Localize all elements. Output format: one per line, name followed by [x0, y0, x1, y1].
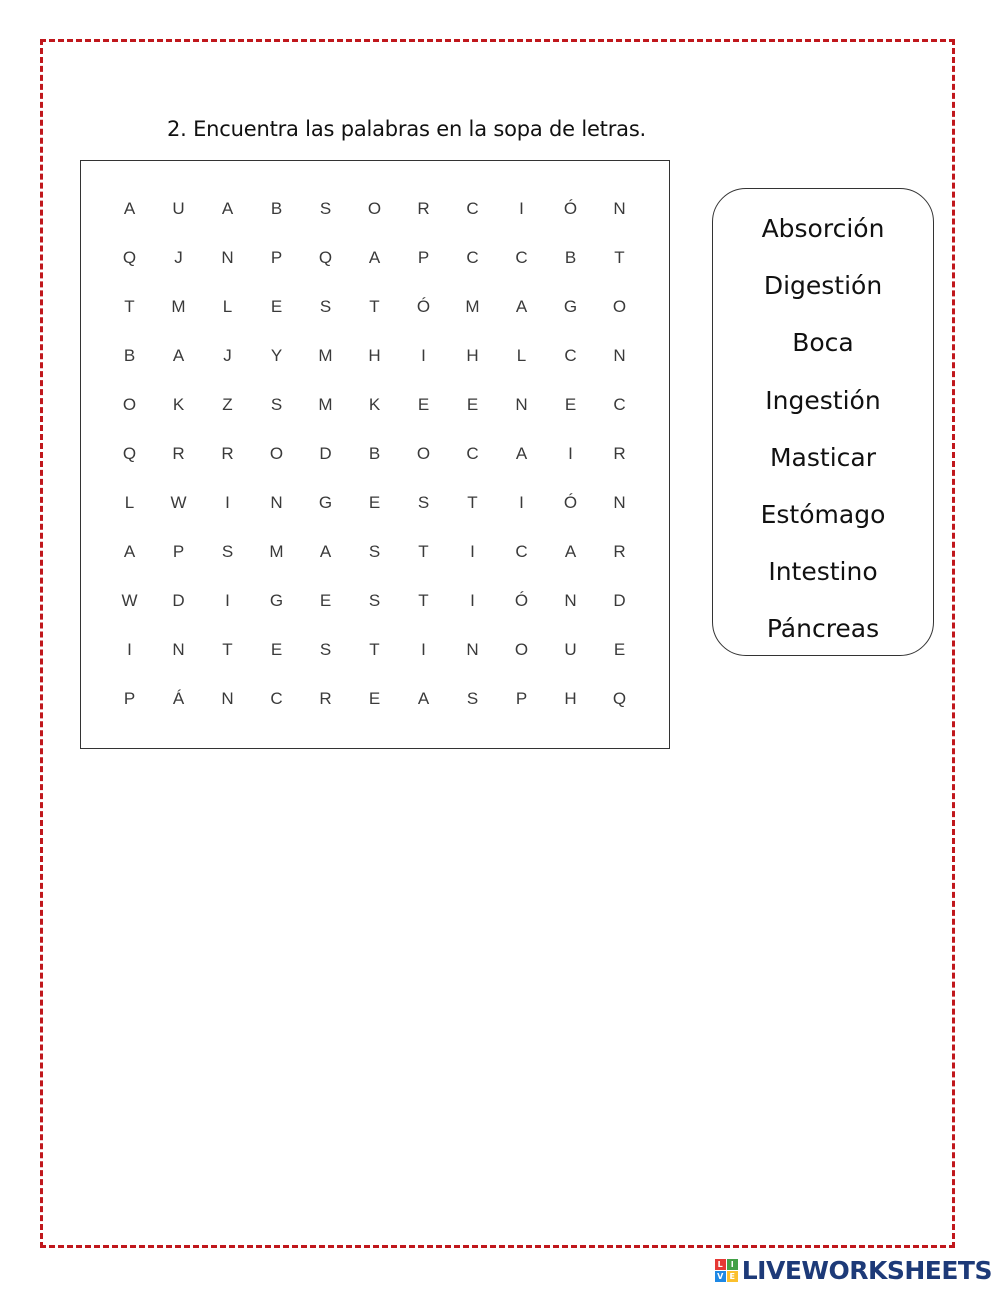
grid-letter-cell[interactable]: G: [318, 492, 333, 512]
grid-letter-cell[interactable]: T: [467, 492, 478, 512]
grid-letter-cell[interactable]: P: [417, 247, 430, 267]
grid-letter-cell[interactable]: I: [470, 541, 475, 561]
grid-letter-cell[interactable]: M: [465, 296, 480, 316]
grid-letter-cell[interactable]: L: [124, 492, 135, 512]
instruction-text: 2. Encuentra las palabras en la sopa de letras.: [167, 117, 647, 141]
grid-letter-cell[interactable]: E: [466, 394, 479, 414]
grid-letter-cell[interactable]: N: [466, 639, 479, 659]
word-bank-item: Boca: [792, 328, 854, 358]
word-search-grid[interactable]: [105, 184, 644, 723]
grid-letter-cell[interactable]: A: [172, 345, 185, 365]
grid-letter-cell[interactable]: A: [123, 541, 136, 561]
grid-letter-cell[interactable]: S: [270, 394, 283, 414]
grid-letter-cell[interactable]: H: [368, 345, 381, 365]
grid-letter-cell[interactable]: B: [270, 198, 283, 218]
grid-letter-cell[interactable]: M: [318, 345, 333, 365]
grid-letter-cell[interactable]: L: [516, 345, 527, 365]
grid-letter-cell[interactable]: J: [174, 247, 183, 267]
grid-letter-cell[interactable]: Q: [612, 688, 627, 708]
grid-letter-cell[interactable]: S: [319, 639, 332, 659]
grid-letter-cell[interactable]: S: [466, 688, 479, 708]
grid-letter-cell[interactable]: Z: [222, 394, 233, 414]
grid-letter-cell[interactable]: A: [319, 541, 332, 561]
grid-letter-cell[interactable]: H: [466, 345, 479, 365]
grid-letter-cell[interactable]: J: [223, 345, 232, 365]
grid-letter-cell[interactable]: P: [270, 247, 283, 267]
grid-letter-cell[interactable]: I: [225, 590, 230, 610]
grid-letter-cell[interactable]: B: [123, 345, 136, 365]
word-bank-item: Páncreas: [766, 614, 880, 644]
grid-letter-cell[interactable]: O: [514, 639, 529, 659]
grid-letter-cell[interactable]: I: [519, 492, 524, 512]
grid-letter-cell[interactable]: T: [369, 296, 380, 316]
grid-letter-cell[interactable]: D: [172, 590, 185, 610]
grid-letter-cell[interactable]: Á: [172, 688, 185, 708]
logo-text: LIVEWORKSHEETS: [741, 1255, 992, 1285]
grid-letter-cell[interactable]: O: [122, 394, 137, 414]
grid-letter-cell[interactable]: T: [418, 541, 429, 561]
grid-letter-cell[interactable]: I: [568, 443, 573, 463]
grid-letter-cell[interactable]: N: [613, 492, 626, 512]
grid-letter-cell[interactable]: I: [127, 639, 132, 659]
grid-letter-cell[interactable]: C: [564, 345, 577, 365]
grid-letter-cell[interactable]: P: [515, 688, 528, 708]
grid-letter-cell[interactable]: N: [564, 590, 577, 610]
grid-letter-cell[interactable]: I: [421, 639, 426, 659]
grid-letter-cell[interactable]: O: [269, 443, 284, 463]
grid-letter-cell[interactable]: A: [515, 443, 528, 463]
grid-letter-cell[interactable]: P: [172, 541, 185, 561]
word-bank: [712, 200, 934, 658]
grid-letter-cell[interactable]: E: [368, 492, 381, 512]
word-bank-item: Intestino: [768, 557, 878, 587]
logo-letter-l: L: [715, 1259, 726, 1270]
grid-letter-cell[interactable]: A: [417, 688, 430, 708]
grid-letter-cell[interactable]: W: [121, 590, 138, 610]
grid-letter-cell[interactable]: R: [613, 443, 626, 463]
grid-letter-cell[interactable]: N: [613, 198, 626, 218]
grid-letter-cell[interactable]: N: [613, 345, 626, 365]
grid-letter-cell[interactable]: E: [368, 688, 381, 708]
grid-letter-cell[interactable]: R: [417, 198, 430, 218]
grid-letter-cell[interactable]: H: [564, 688, 577, 708]
grid-letter-cell[interactable]: C: [466, 247, 479, 267]
grid-letter-cell[interactable]: N: [221, 247, 234, 267]
word-bank-item: Absorción: [761, 214, 885, 244]
word-bank-item: Estómago: [760, 500, 886, 530]
grid-letter-cell[interactable]: U: [172, 198, 185, 218]
logo-letter-i: I: [727, 1259, 738, 1270]
grid-letter-cell[interactable]: C: [515, 541, 528, 561]
grid-letter-cell[interactable]: D: [319, 443, 332, 463]
grid-letter-cell[interactable]: U: [564, 639, 577, 659]
grid-letter-cell[interactable]: R: [172, 443, 185, 463]
grid-letter-cell[interactable]: E: [564, 394, 577, 414]
grid-letter-cell[interactable]: O: [416, 443, 431, 463]
grid-letter-cell[interactable]: T: [369, 639, 380, 659]
grid-letter-cell[interactable]: C: [613, 394, 626, 414]
grid-letter-cell[interactable]: Ó: [563, 198, 578, 218]
grid-letter-cell[interactable]: C: [270, 688, 283, 708]
grid-letter-cell[interactable]: N: [270, 492, 283, 512]
grid-letter-cell[interactable]: M: [318, 394, 333, 414]
grid-letter-cell[interactable]: Y: [270, 345, 283, 365]
grid-letter-cell[interactable]: C: [466, 443, 479, 463]
grid-letter-cell[interactable]: S: [319, 198, 332, 218]
grid-letter-cell[interactable]: Ó: [514, 590, 529, 610]
grid-letter-cell[interactable]: K: [368, 394, 381, 414]
word-bank-item: Digestión: [763, 271, 883, 301]
grid-letter-cell[interactable]: C: [515, 247, 528, 267]
logo-letter-e: E: [727, 1271, 738, 1282]
grid-letter-cell[interactable]: D: [613, 590, 626, 610]
grid-letter-cell[interactable]: S: [319, 296, 332, 316]
grid-letter-cell[interactable]: E: [270, 639, 283, 659]
grid-letter-cell[interactable]: N: [221, 688, 234, 708]
grid-letter-cell[interactable]: C: [466, 198, 479, 218]
grid-letter-cell[interactable]: R: [613, 541, 626, 561]
grid-letter-cell[interactable]: K: [172, 394, 185, 414]
grid-letter-cell[interactable]: M: [171, 296, 186, 316]
grid-letter-cell[interactable]: I: [421, 345, 426, 365]
grid-letter-cell[interactable]: B: [368, 443, 381, 463]
grid-letter-cell[interactable]: W: [170, 492, 187, 512]
grid-letter-cell[interactable]: R: [319, 688, 332, 708]
grid-letter-cell[interactable]: A: [368, 247, 381, 267]
grid-letter-cell[interactable]: I: [519, 198, 524, 218]
grid-letter-cell[interactable]: E: [270, 296, 283, 316]
grid-letter-cell[interactable]: M: [269, 541, 284, 561]
grid-letter-cell[interactable]: R: [221, 443, 234, 463]
grid-letter-cell[interactable]: L: [222, 296, 233, 316]
grid-letter-cell[interactable]: Q: [122, 247, 137, 267]
grid-letter-cell[interactable]: A: [515, 296, 528, 316]
grid-letter-cell[interactable]: N: [515, 394, 528, 414]
grid-letter-cell[interactable]: O: [367, 198, 382, 218]
grid-letter-cell[interactable]: B: [564, 247, 577, 267]
grid-letter-cell[interactable]: N: [172, 639, 185, 659]
grid-letter-cell[interactable]: I: [225, 492, 230, 512]
grid-letter-cell[interactable]: E: [613, 639, 626, 659]
grid-letter-cell[interactable]: T: [124, 296, 135, 316]
grid-letter-cell[interactable]: T: [614, 247, 625, 267]
grid-letter-cell[interactable]: S: [368, 590, 381, 610]
grid-letter-cell[interactable]: Q: [122, 443, 137, 463]
grid-letter-cell[interactable]: P: [123, 688, 136, 708]
grid-letter-cell[interactable]: I: [470, 590, 475, 610]
liveworksheets-logo: [715, 1254, 992, 1286]
word-bank-item: Ingestión: [765, 385, 881, 415]
grid-letter-cell[interactable]: A: [123, 198, 136, 218]
grid-letter-cell[interactable]: E: [417, 394, 430, 414]
grid-letter-cell[interactable]: Ó: [563, 492, 578, 512]
logo-letter-v: V: [715, 1271, 726, 1282]
grid-letter-cell[interactable]: G: [269, 590, 284, 610]
liveworksheets-logo-icon: [715, 1259, 738, 1282]
grid-letter-cell[interactable]: O: [612, 296, 627, 316]
grid-letter-cell[interactable]: Ó: [416, 296, 431, 316]
grid-letter-cell[interactable]: A: [221, 198, 234, 218]
word-bank-item: Masticar: [769, 442, 876, 472]
grid-letter-cell[interactable]: S: [368, 541, 381, 561]
grid-letter-cell[interactable]: T: [222, 639, 233, 659]
grid-letter-cell[interactable]: S: [417, 492, 430, 512]
grid-letter-cell[interactable]: E: [319, 590, 332, 610]
grid-letter-cell[interactable]: A: [564, 541, 577, 561]
grid-letter-cell[interactable]: S: [221, 541, 234, 561]
grid-letter-cell[interactable]: Q: [318, 247, 333, 267]
grid-letter-cell[interactable]: T: [418, 590, 429, 610]
grid-letter-cell[interactable]: G: [563, 296, 578, 316]
